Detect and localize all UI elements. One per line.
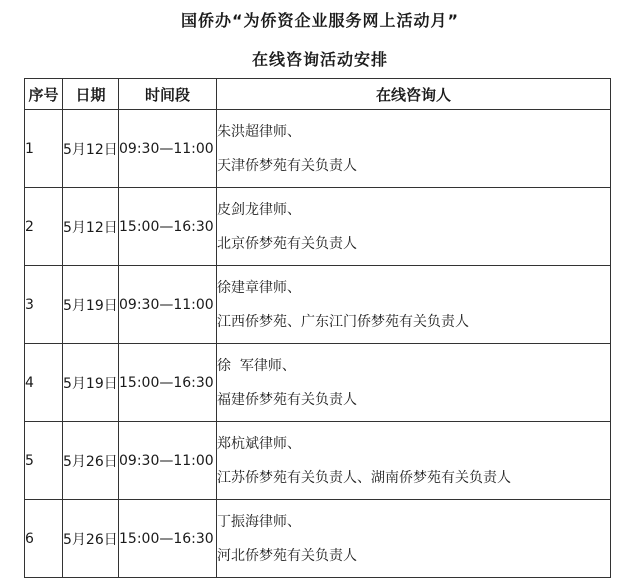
table-row xyxy=(25,188,611,266)
table-header-row xyxy=(25,79,611,110)
row-consultants xyxy=(217,422,611,500)
row-date: 5月19日 xyxy=(63,344,119,422)
consultant-lawyer: 皮剑龙律师、 xyxy=(217,201,301,218)
row-number: 4 xyxy=(25,344,63,422)
row-time: 15:00—16:30 xyxy=(119,344,217,422)
row-time: 09:30—11:00 xyxy=(119,266,217,344)
row-time: 15:00—16:30 xyxy=(119,500,217,578)
row-number: 1 xyxy=(25,110,63,188)
row-number: 3 xyxy=(25,266,63,344)
consultant-official: 河北侨梦苑有关负责人 xyxy=(217,547,357,564)
page-title: 国侨办“为侨资企业服务网上活动月” xyxy=(180,11,460,30)
consultant-official: 江苏侨梦苑有关负责人、湖南侨梦苑有关负责人 xyxy=(217,469,511,486)
row-consultants xyxy=(217,266,611,344)
row-time: 09:30—11:00 xyxy=(119,110,217,188)
row-date: 5月12日 xyxy=(63,110,119,188)
consultant-official: 江西侨梦苑、广东江门侨梦苑有关负责人 xyxy=(217,313,469,330)
column-header-no: 序号 xyxy=(25,79,63,110)
table-row xyxy=(25,344,611,422)
schedule-table xyxy=(24,78,611,578)
row-date: 5月26日 xyxy=(63,500,119,578)
table-row xyxy=(25,422,611,500)
row-number: 5 xyxy=(25,422,63,500)
consultant-official: 北京侨梦苑有关负责人 xyxy=(217,235,357,252)
row-time: 09:30—11:00 xyxy=(119,422,217,500)
column-header-consultants: 在线咨询人 xyxy=(217,79,611,110)
row-consultants xyxy=(217,344,611,422)
row-date: 5月19日 xyxy=(63,266,119,344)
consultant-lawyer: 郑杭斌律师、 xyxy=(217,435,301,452)
row-consultants xyxy=(217,500,611,578)
row-number: 6 xyxy=(25,500,63,578)
consultant-lawyer: 丁振海律师、 xyxy=(217,513,301,530)
consultant-official: 天津侨梦苑有关负责人 xyxy=(217,157,357,174)
row-date: 5月26日 xyxy=(63,422,119,500)
table-row xyxy=(25,266,611,344)
table-row xyxy=(25,500,611,578)
table-row xyxy=(25,110,611,188)
row-consultants xyxy=(217,110,611,188)
page-subtitle: 在线咨询活动安排 xyxy=(251,50,388,69)
consultant-lawyer: 徐建章律师、 xyxy=(217,279,301,296)
row-time: 15:00—16:30 xyxy=(119,188,217,266)
row-consultants xyxy=(217,188,611,266)
consultant-lawyer: 徐 军律师、 xyxy=(217,357,296,374)
consultant-official: 福建侨梦苑有关负责人 xyxy=(217,391,357,408)
row-date: 5月12日 xyxy=(63,188,119,266)
consultant-lawyer: 朱洪超律师、 xyxy=(217,123,301,140)
column-header-date: 日期 xyxy=(63,79,119,110)
column-header-time: 时间段 xyxy=(119,79,217,110)
row-number: 2 xyxy=(25,188,63,266)
